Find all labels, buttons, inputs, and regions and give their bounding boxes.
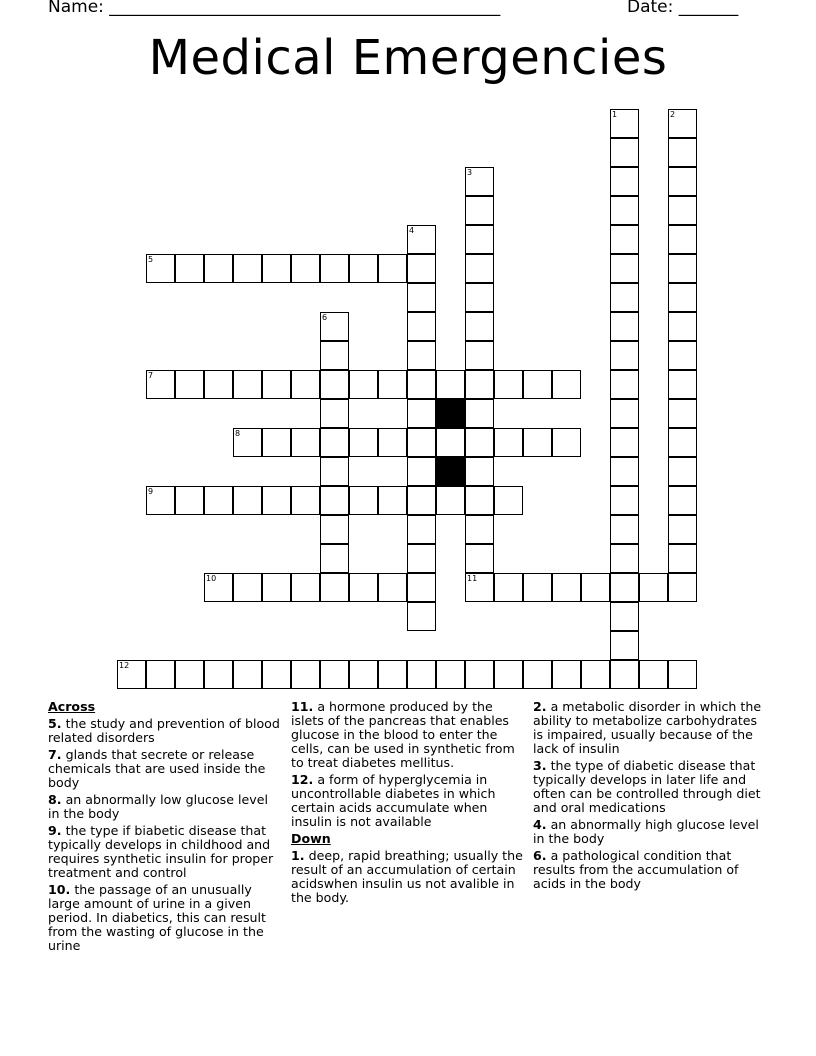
crossword-cell[interactable] xyxy=(407,341,436,370)
crossword-cell[interactable] xyxy=(320,544,349,573)
clue-number: 12 xyxy=(119,661,130,670)
crossword-cell[interactable] xyxy=(668,283,697,312)
clues-column-1 xyxy=(48,700,280,956)
crossword-cell[interactable] xyxy=(262,254,291,283)
crossword-cell[interactable] xyxy=(465,312,494,341)
crossword-cell[interactable] xyxy=(320,515,349,544)
crossword-cell[interactable] xyxy=(175,370,204,399)
crossword-cell[interactable] xyxy=(233,660,262,689)
date-field-label: Date: _______ xyxy=(627,0,739,17)
crossword-cell[interactable] xyxy=(465,515,494,544)
crossword-cell[interactable] xyxy=(668,138,697,167)
crossword-cell[interactable] xyxy=(668,312,697,341)
clue-number: 9 xyxy=(148,487,154,496)
crossword-cell[interactable] xyxy=(291,428,320,457)
crossword-cell[interactable] xyxy=(610,486,639,515)
clue-down-2: 2. a metabolic disorder in which the ability to metabolize carbohydrates is impaired, usually because of the lack of insulin xyxy=(533,699,762,756)
crossword-cell[interactable] xyxy=(668,486,697,515)
crossword-cell[interactable] xyxy=(407,660,436,689)
crossword-cell[interactable] xyxy=(146,370,175,399)
crossword-cell[interactable] xyxy=(204,254,233,283)
crossword-cell[interactable] xyxy=(233,254,262,283)
crossword-cell[interactable] xyxy=(465,544,494,573)
crossword-cell[interactable] xyxy=(465,341,494,370)
crossword-cell[interactable] xyxy=(262,573,291,602)
crossword-cell[interactable] xyxy=(349,370,378,399)
crossword-cell[interactable] xyxy=(465,457,494,486)
crossword-cell[interactable] xyxy=(610,167,639,196)
clue-across-8: 8. an abnormally low glucose level in the body xyxy=(48,792,268,821)
crossword-cell[interactable] xyxy=(320,254,349,283)
crossword-cell[interactable] xyxy=(465,225,494,254)
crossword-cell[interactable] xyxy=(204,370,233,399)
crossword-cell[interactable] xyxy=(204,573,233,602)
crossword-cell[interactable] xyxy=(407,225,436,254)
crossword-cell[interactable] xyxy=(465,573,494,602)
clue-down-4: 4. an abnormally high glucose level in the body xyxy=(533,817,759,846)
crossword-cell[interactable] xyxy=(668,341,697,370)
crossword-cell[interactable] xyxy=(349,486,378,515)
clues-column-2 xyxy=(291,700,523,908)
crossword-cell[interactable] xyxy=(610,370,639,399)
crossword-cell[interactable] xyxy=(378,573,407,602)
crossword-cell[interactable] xyxy=(117,660,146,689)
crossword-cell[interactable] xyxy=(407,312,436,341)
shaded-cell xyxy=(436,457,465,486)
crossword-cell[interactable] xyxy=(494,370,523,399)
shaded-cell xyxy=(436,399,465,428)
crossword-cell[interactable] xyxy=(610,225,639,254)
clue-number: 2 xyxy=(670,110,676,119)
crossword-cell[interactable] xyxy=(407,254,436,283)
crossword-cell[interactable] xyxy=(407,573,436,602)
crossword-cell[interactable] xyxy=(465,399,494,428)
crossword-cell[interactable] xyxy=(668,428,697,457)
crossword-cell[interactable] xyxy=(320,399,349,428)
crossword-cell[interactable] xyxy=(204,486,233,515)
crossword-cell[interactable] xyxy=(233,370,262,399)
crossword-cell[interactable] xyxy=(610,573,639,602)
crossword-cell[interactable] xyxy=(262,428,291,457)
crossword-cell[interactable] xyxy=(668,660,697,689)
crossword-cell[interactable] xyxy=(465,370,494,399)
clue-across-9: 9. the type if biabetic disease that typically develops in childhood and requires synthetic insulin for proper treatment and control xyxy=(48,823,274,880)
across-heading: Across xyxy=(48,699,96,714)
crossword-cell[interactable] xyxy=(320,573,349,602)
clue-across-12: 12. a form of hyperglycemia in uncontrollable diabetes in which certain acids accumulate when insulin is not available xyxy=(291,772,496,829)
crossword-cell[interactable] xyxy=(233,573,262,602)
crossword-cell[interactable] xyxy=(523,428,552,457)
crossword-cell[interactable] xyxy=(610,515,639,544)
crossword-cell[interactable] xyxy=(465,660,494,689)
crossword-cell[interactable] xyxy=(465,254,494,283)
crossword-cell[interactable] xyxy=(610,428,639,457)
clue-across-11: 11. a hormone produced by the islets of the pancreas that enables glucose in the blood to enter the cells, can be used in synthetic from to treat diabetes mellitus. xyxy=(291,699,515,770)
crossword-cell[interactable] xyxy=(407,283,436,312)
clue-number: 7 xyxy=(148,371,154,380)
clue-across-7: 7. glands that secrete or release chemicals that are used inside the body xyxy=(48,747,266,790)
crossword-cell[interactable] xyxy=(610,283,639,312)
clue-number: 8 xyxy=(235,429,241,438)
crossword-cell[interactable] xyxy=(610,254,639,283)
crossword-cell[interactable] xyxy=(668,196,697,225)
crossword-cell[interactable] xyxy=(668,544,697,573)
crossword-cell[interactable] xyxy=(320,428,349,457)
crossword-cell[interactable] xyxy=(378,370,407,399)
crossword-cell[interactable] xyxy=(378,486,407,515)
crossword-cell[interactable] xyxy=(552,660,581,689)
crossword-cell[interactable] xyxy=(233,486,262,515)
crossword-cell[interactable] xyxy=(262,370,291,399)
crossword-cell[interactable] xyxy=(291,370,320,399)
crossword-cell[interactable] xyxy=(175,486,204,515)
crossword-cell[interactable] xyxy=(465,428,494,457)
crossword-cell[interactable] xyxy=(349,428,378,457)
crossword-cell[interactable] xyxy=(610,457,639,486)
crossword-cell[interactable] xyxy=(639,573,668,602)
crossword-cell[interactable] xyxy=(320,312,349,341)
crossword-cell[interactable] xyxy=(668,515,697,544)
puzzle-title: Medical Emergencies xyxy=(148,30,668,86)
name-field-label: Name: ______________________________________________ xyxy=(48,0,501,17)
clue-down-1: 1. deep, rapid breathing; usually the result of an accumulation of certain acidswhen insulin us not avalible in the body. xyxy=(291,848,523,905)
crossword-cell[interactable] xyxy=(494,573,523,602)
crossword-cell[interactable] xyxy=(610,109,639,138)
crossword-cell[interactable] xyxy=(407,544,436,573)
crossword-cell[interactable] xyxy=(407,602,436,631)
clue-across-5: 5. the study and prevention of blood related disorders xyxy=(48,716,280,745)
crossword-cell[interactable] xyxy=(581,660,610,689)
crossword-cell[interactable] xyxy=(146,254,175,283)
crossword-cell[interactable] xyxy=(523,660,552,689)
crossword-cell[interactable] xyxy=(146,486,175,515)
crossword-cell[interactable] xyxy=(349,573,378,602)
crossword-cell[interactable] xyxy=(262,660,291,689)
crossword-cell[interactable] xyxy=(407,515,436,544)
clue-across-10: 10. the passage of an unusually large amount of urine in a given period. In diabetics, this can result from the wasting of glucose in the urine xyxy=(48,882,266,953)
crossword-cell[interactable] xyxy=(668,370,697,399)
crossword-cell[interactable] xyxy=(668,225,697,254)
crossword-cell[interactable] xyxy=(610,602,639,631)
crossword-cell[interactable] xyxy=(668,457,697,486)
crossword-cell[interactable] xyxy=(407,428,436,457)
crossword-cell[interactable] xyxy=(320,660,349,689)
crossword-cell[interactable] xyxy=(465,283,494,312)
crossword-cell[interactable] xyxy=(407,457,436,486)
crossword-cell[interactable] xyxy=(668,167,697,196)
crossword-cell[interactable] xyxy=(436,428,465,457)
crossword-cell[interactable] xyxy=(320,457,349,486)
crossword-cell[interactable] xyxy=(610,196,639,225)
crossword-cell[interactable] xyxy=(610,660,639,689)
crossword-cell[interactable] xyxy=(291,254,320,283)
crossword-cell[interactable] xyxy=(436,370,465,399)
crossword-cell[interactable] xyxy=(262,486,291,515)
crossword-cell[interactable] xyxy=(407,370,436,399)
crossword-cell[interactable] xyxy=(436,660,465,689)
crossword-cell[interactable] xyxy=(320,486,349,515)
crossword-cell[interactable] xyxy=(552,428,581,457)
clue-number: 3 xyxy=(467,168,473,177)
crossword-cell[interactable] xyxy=(291,573,320,602)
crossword-cell[interactable] xyxy=(320,341,349,370)
clue-number: 6 xyxy=(322,313,328,322)
crossword-cell[interactable] xyxy=(291,660,320,689)
crossword-cell[interactable] xyxy=(407,486,436,515)
crossword-cell[interactable] xyxy=(610,631,639,660)
crossword-cell[interactable] xyxy=(146,660,175,689)
crossword-cell[interactable] xyxy=(436,486,465,515)
crossword-cell[interactable] xyxy=(668,109,697,138)
crossword-cell[interactable] xyxy=(378,428,407,457)
crossword-cell[interactable] xyxy=(465,167,494,196)
crossword-cell[interactable] xyxy=(610,312,639,341)
crossword-cell[interactable] xyxy=(610,544,639,573)
crossword-cell[interactable] xyxy=(639,660,668,689)
crossword-cell[interactable] xyxy=(175,660,204,689)
crossword-cell[interactable] xyxy=(523,573,552,602)
crossword-cell[interactable] xyxy=(494,660,523,689)
clue-number: 10 xyxy=(206,574,217,583)
crossword-cell[interactable] xyxy=(668,399,697,428)
crossword-cell[interactable] xyxy=(494,428,523,457)
crossword-cell[interactable] xyxy=(668,573,697,602)
crossword-cell[interactable] xyxy=(610,399,639,428)
clue-number: 1 xyxy=(612,110,618,119)
crossword-cell[interactable] xyxy=(552,370,581,399)
clue-number: 4 xyxy=(409,226,415,235)
crossword-cell[interactable] xyxy=(291,486,320,515)
crossword-cell[interactable] xyxy=(378,254,407,283)
crossword-cell[interactable] xyxy=(378,660,407,689)
crossword-cell[interactable] xyxy=(349,660,378,689)
crossword-cell[interactable] xyxy=(320,370,349,399)
down-heading: Down xyxy=(291,831,331,846)
crossword-cell[interactable] xyxy=(494,486,523,515)
clues-column-3 xyxy=(533,700,765,894)
crossword-cell[interactable] xyxy=(610,138,639,167)
crossword-cell[interactable] xyxy=(610,341,639,370)
clue-down-6: 6. a pathological condition that results from the accumulation of acids in the body xyxy=(533,848,739,891)
crossword-cell[interactable] xyxy=(552,573,581,602)
crossword-cell[interactable] xyxy=(668,254,697,283)
crossword-cell[interactable] xyxy=(465,486,494,515)
crossword-cell[interactable] xyxy=(233,428,262,457)
crossword-cell[interactable] xyxy=(204,660,233,689)
crossword-cell[interactable] xyxy=(175,254,204,283)
clue-number: 5 xyxy=(148,255,154,264)
crossword-cell[interactable] xyxy=(349,254,378,283)
crossword-cell[interactable] xyxy=(523,370,552,399)
crossword-cell[interactable] xyxy=(465,196,494,225)
clue-down-3: 3. the type of diabetic disease that typically develops in later life and often can be controlled through diet and oral medications xyxy=(533,758,761,815)
crossword-cell[interactable] xyxy=(407,399,436,428)
clue-number: 11 xyxy=(467,574,478,583)
crossword-cell[interactable] xyxy=(581,573,610,602)
